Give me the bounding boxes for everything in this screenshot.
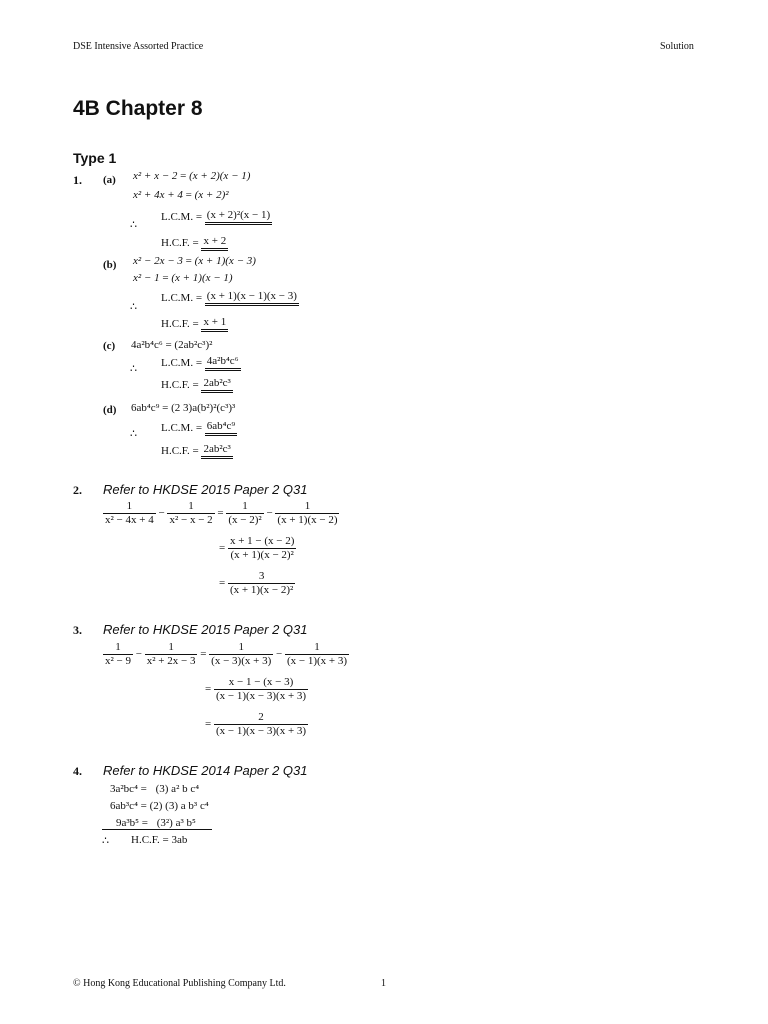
q3-f4-num: 1 bbox=[314, 641, 320, 653]
page-number: 1 bbox=[381, 978, 386, 989]
q4-l1-right: (3) a² b c⁴ bbox=[155, 783, 200, 795]
q4-l2-left: 6ab³c⁴ = bbox=[110, 800, 147, 812]
q1d-lcm-label: L.C.M. = bbox=[161, 422, 203, 434]
q1-number: 1. bbox=[73, 173, 82, 187]
q4-l2-right: (2) (3) a b³ c⁴ bbox=[149, 800, 209, 812]
q1d-eq1: 6ab⁴c⁹ = (2 3)a(b²)²(c³)³ bbox=[131, 402, 236, 414]
q1b-eq2-left: x² − 1 bbox=[133, 272, 160, 284]
q2-step3: = $\frac{3}{\text{(x + 1)(x − 2)²}}$ bbox=[219, 570, 294, 596]
q1b-label: (b) bbox=[103, 259, 117, 271]
q2-f1-num: 1 bbox=[126, 500, 133, 512]
q4-l3-right: (3²) a³ b⁵ bbox=[156, 817, 196, 829]
q1c-therefore: ∴ bbox=[130, 363, 137, 375]
q3-s2-num: x − 1 − (x − 3) bbox=[228, 676, 294, 688]
q1a-lcm-value: (x + 2)²(x − 1) bbox=[205, 209, 272, 225]
q1b-hcf bbox=[161, 316, 228, 332]
q1b-lcm bbox=[161, 290, 299, 306]
q1a-eq2-left: x² + 4x + 4 bbox=[133, 189, 183, 201]
type-heading: Type 1 bbox=[73, 150, 117, 166]
q4-line1 bbox=[110, 783, 199, 795]
q4-line3 bbox=[102, 817, 212, 830]
q1b-hcf-label: H.C.F. = bbox=[161, 318, 199, 330]
q1c-hcf-value: 2ab²c³ bbox=[201, 377, 232, 393]
q3-s2-den: (x − 1)(x − 3)(x + 3) bbox=[215, 690, 307, 702]
q1a-label: (a) bbox=[103, 174, 116, 186]
q1d-hcf-value: 2ab²c³ bbox=[201, 443, 232, 459]
q1d-hcf bbox=[161, 443, 233, 459]
q2-s3-num: 3 bbox=[258, 570, 265, 582]
q2-f4-num: 1 bbox=[304, 500, 311, 512]
q1c-eq1: 4a²b⁴c⁶ = (2ab²c³)² bbox=[131, 339, 213, 351]
q3-reference: Refer to HKDSE 2015 Paper 2 Q31 bbox=[103, 622, 308, 637]
q2-f1-den: x² − 4x + 4 bbox=[105, 514, 154, 526]
q1a-eq2-right: (x + 2)² bbox=[194, 189, 229, 201]
q1c-lcm bbox=[161, 355, 241, 371]
chapter-title: 4B Chapter 8 bbox=[73, 97, 203, 120]
q4-hcf-result: H.C.F. = 3ab bbox=[131, 834, 188, 846]
q3-f2-num: 1 bbox=[168, 641, 174, 653]
q1a-eq1: x² + x − 2 = (x + 2)(x − 1) bbox=[133, 170, 251, 182]
q1d-hcf-label: H.C.F. = bbox=[161, 445, 199, 457]
q1b-eq1-right: (x + 1)(x − 3) bbox=[194, 255, 256, 267]
q3-s3-den: (x − 1)(x − 3)(x + 3) bbox=[215, 725, 307, 737]
q2-s3-den: (x + 1)(x − 2)² bbox=[229, 584, 294, 596]
q1a-eq1-left: x² + x − 2 bbox=[133, 170, 178, 182]
q2-reference: Refer to HKDSE 2015 Paper 2 Q31 bbox=[103, 482, 308, 497]
q2-f2-num: 1 bbox=[188, 500, 194, 512]
q1a-hcf bbox=[161, 235, 228, 251]
q3-s3-num: 2 bbox=[258, 711, 264, 723]
q2-f2-den: x² − x − 2 bbox=[169, 514, 213, 526]
q1b-eq1: x² − 2x − 3 = (x + 1)(x − 3) bbox=[133, 255, 256, 267]
q2-f3-den: (x − 2)² bbox=[228, 514, 262, 526]
q4-l3-left: 9a³b⁵ = bbox=[116, 817, 148, 829]
header-right: Solution bbox=[660, 41, 694, 52]
q1c-lcm-label: L.C.M. = bbox=[161, 357, 203, 369]
q1a-hcf-value: x + 2 bbox=[201, 235, 228, 251]
q3-f2-den: x² + 2x − 3 bbox=[146, 655, 196, 667]
q3-step2: = $\frac{x - 1 - (x - 3)}{(x - 1)(x - 3)(x + 3)}$ bbox=[205, 676, 307, 702]
q3-f1-num: 1 bbox=[115, 641, 121, 653]
q4-reference: Refer to HKDSE 2014 Paper 2 Q31 bbox=[103, 763, 308, 778]
q1b-eq2: x² − 1 = (x + 1)(x − 1) bbox=[133, 272, 233, 284]
q1a-lcm bbox=[161, 209, 272, 225]
q1d-lcm-value: 6ab⁴c⁹ bbox=[205, 420, 237, 436]
q1b-eq1-left: x² − 2x − 3 bbox=[133, 255, 183, 267]
q3-number: 3. bbox=[73, 623, 82, 637]
q1b-lcm-label: L.C.M. = bbox=[161, 292, 203, 304]
q4-number: 4. bbox=[73, 764, 82, 778]
q1d-lcm bbox=[161, 420, 237, 436]
q4-line2 bbox=[110, 800, 209, 812]
q3-f4-den: (x − 1)(x + 3) bbox=[286, 655, 348, 667]
q4-therefore: ∴ bbox=[102, 835, 109, 847]
q1c-label: (c) bbox=[103, 340, 116, 352]
q2-s2-num: x + 1 − (x − 2) bbox=[229, 535, 295, 547]
q3-step1: $\frac{1}{\text{x² − 9}}$ − $\frac{1}{\text{x² + 2x − 3}}$ = $\frac{1}{(x - 3)(x + 3)}$ − $\frac{1}{(x - 1)(x + 3)}$ bbox=[105, 641, 348, 667]
q2-number: 2. bbox=[73, 483, 82, 497]
header-left: DSE Intensive Assorted Practice bbox=[73, 41, 204, 52]
q1c-hcf bbox=[161, 377, 233, 393]
footer-copyright: © Hong Kong Educational Publishing Company Ltd. bbox=[73, 978, 286, 989]
q3-f3-den: (x − 3)(x + 3) bbox=[211, 655, 272, 667]
q1a-lcm-label: L.C.M. = bbox=[161, 211, 203, 223]
q1b-hcf-value: x + 1 bbox=[201, 316, 228, 332]
q2-f3-num: 1 bbox=[242, 500, 248, 512]
q2-step2: = $\frac{x + 1 - (x - 2)}{\text{(x + 1)(x − 2)²}}$ bbox=[219, 535, 295, 561]
q2-step1: $\frac{1}{\text{x² − 4x + 4}}$ − $\frac{1}{\text{x² − x − 2}}$ = $\frac{1}{\text{(x − 2)²}}$ − $\frac{1}{(x + 1)(x - 2)}$ bbox=[105, 500, 338, 526]
q1a-therefore: ∴ bbox=[130, 219, 137, 231]
q1c-hcf-label: H.C.F. = bbox=[161, 379, 199, 391]
q3-step3: = $\frac{2}{(x - 1)(x - 3)(x + 3)}$ bbox=[205, 711, 307, 737]
q1a-eq1-right: (x + 2)(x − 1) bbox=[189, 170, 251, 182]
q2-f4-den: (x + 1)(x − 2) bbox=[277, 514, 338, 526]
q1a-hcf-label: H.C.F. = bbox=[161, 237, 199, 249]
q4-l1-left: 3a²bc⁴ = bbox=[110, 783, 147, 795]
q3-f1-den: x² − 9 bbox=[105, 655, 132, 667]
q1d-therefore: ∴ bbox=[130, 428, 137, 440]
q3-f3-num: 1 bbox=[238, 641, 244, 653]
q1b-lcm-value: (x + 1)(x − 1)(x − 3) bbox=[205, 290, 299, 306]
q1b-eq2-right: (x + 1)(x − 1) bbox=[171, 272, 233, 284]
q2-s2-den: (x + 1)(x − 2)² bbox=[228, 548, 296, 562]
q1b-therefore: ∴ bbox=[130, 301, 137, 313]
q1a-eq2: x² + 4x + 4 = (x + 2)² bbox=[133, 189, 229, 201]
q1c-lcm-value: 4a²b⁴c⁶ bbox=[205, 355, 241, 371]
q1d-label: (d) bbox=[103, 404, 117, 416]
